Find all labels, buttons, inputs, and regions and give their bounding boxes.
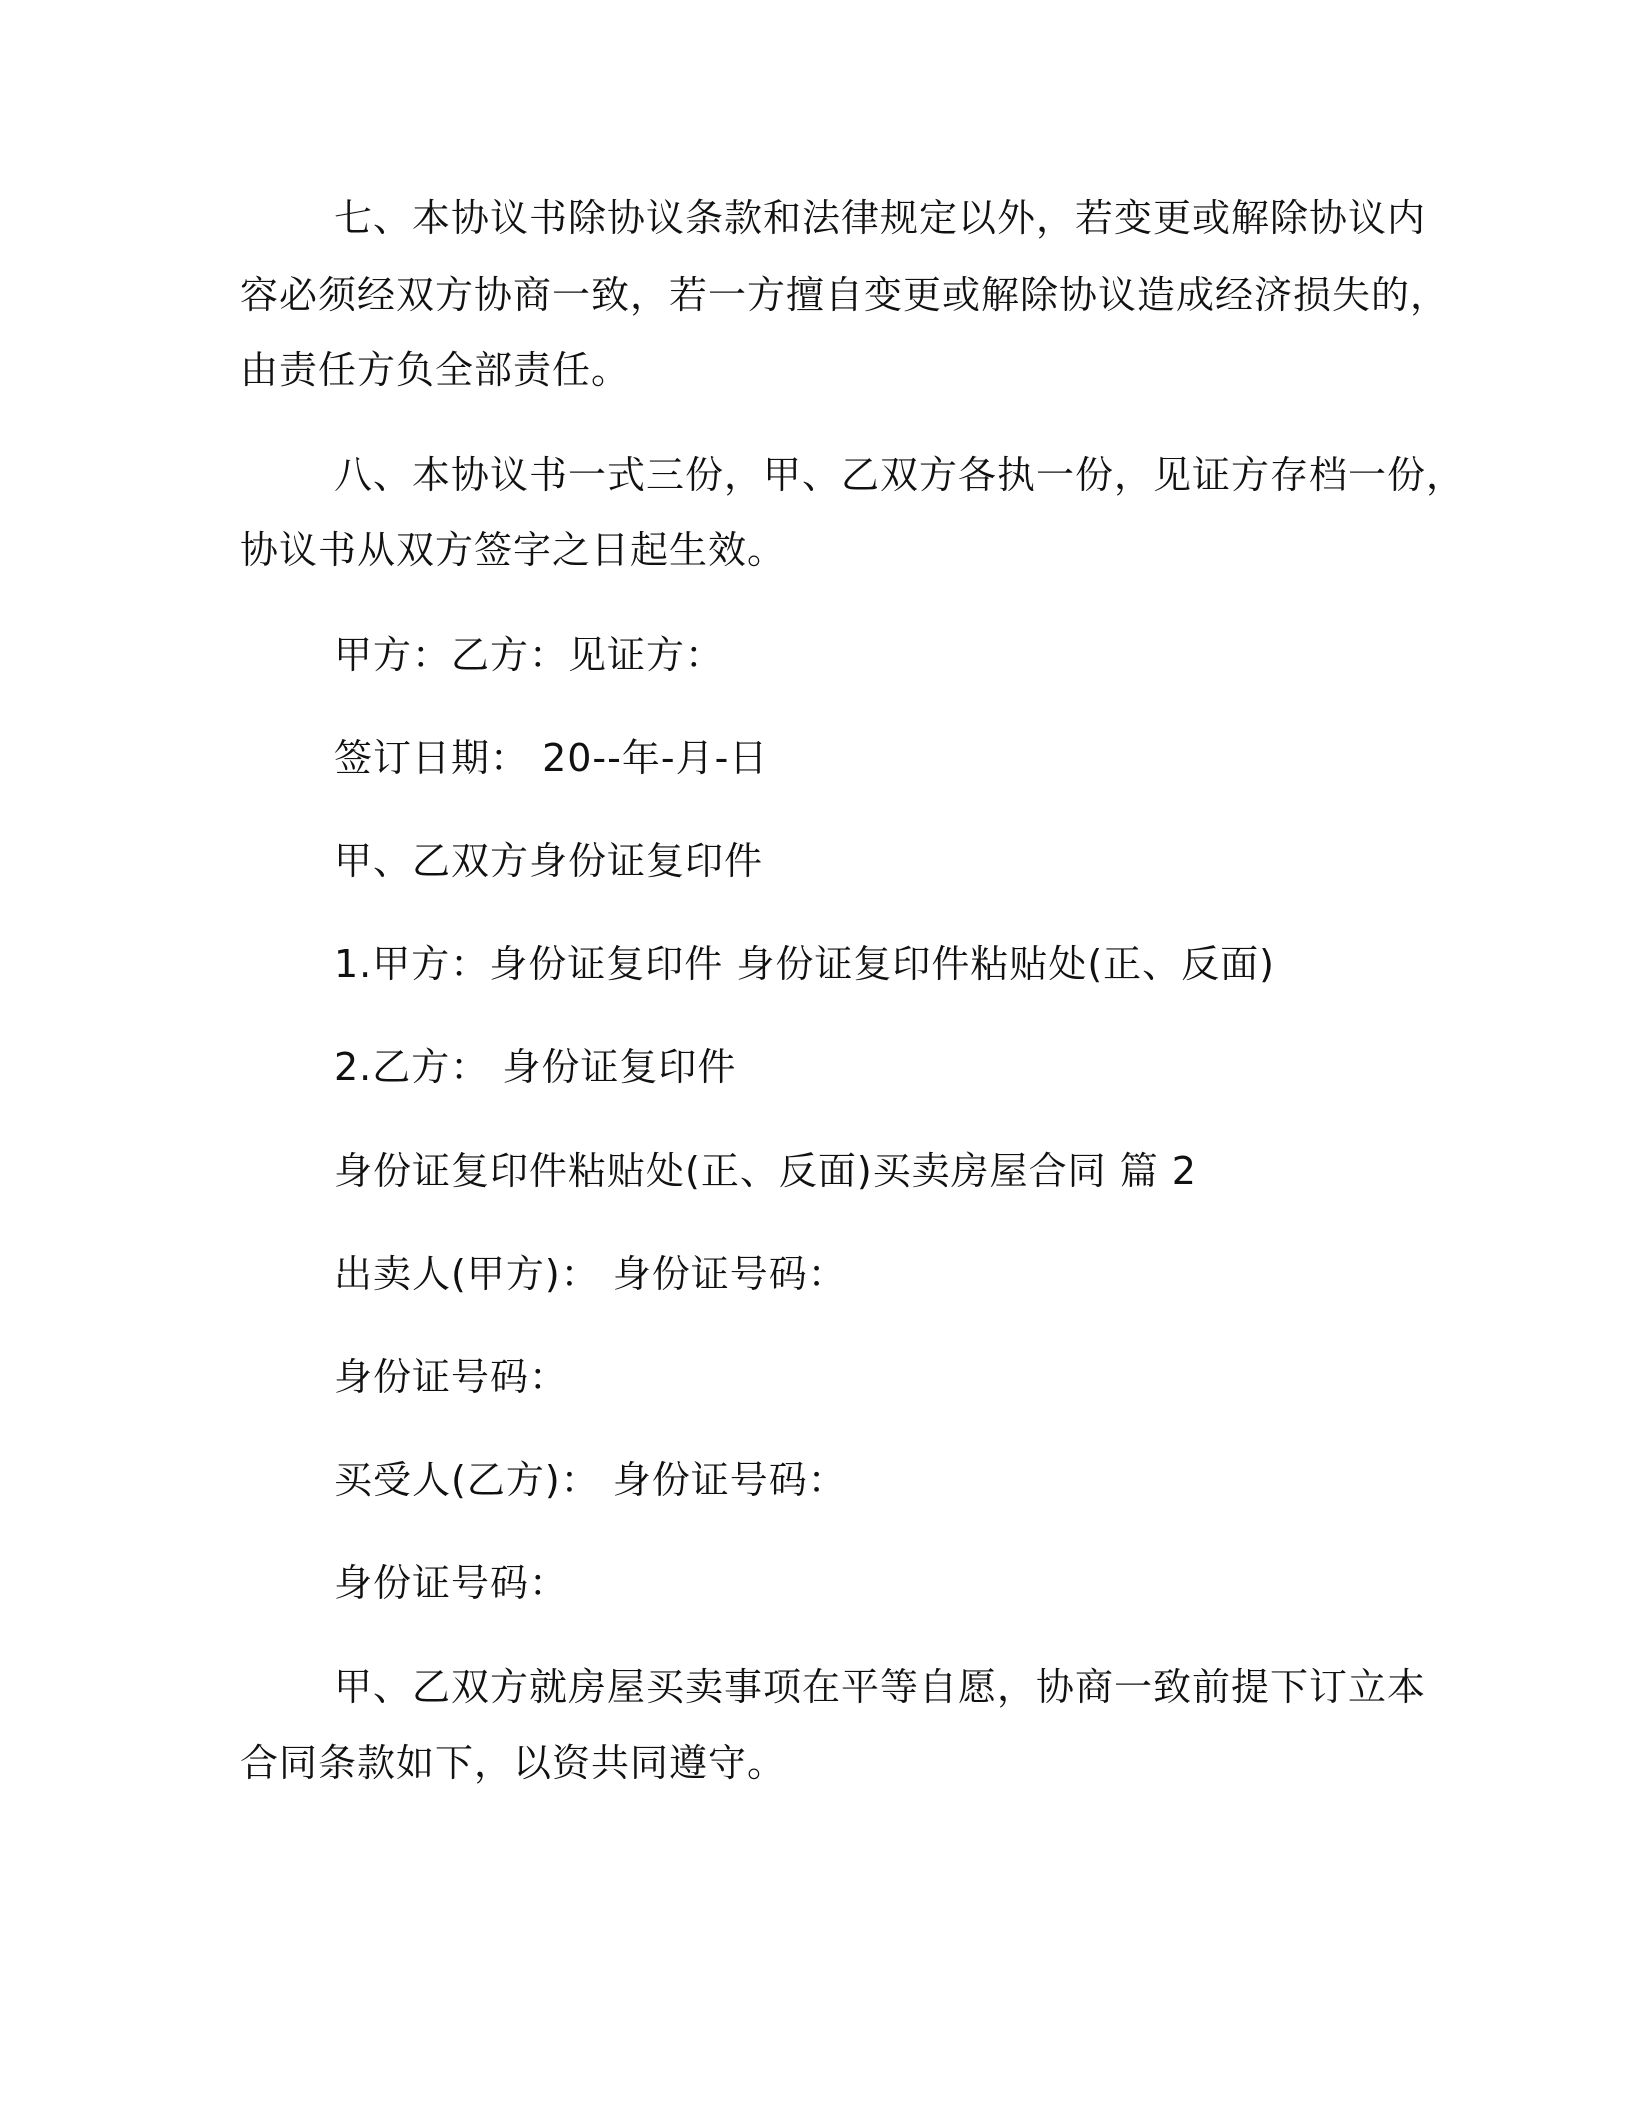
signatories-line: 甲方：乙方：见证方：	[334, 633, 725, 677]
sign-date-line: 签订日期： 20--年-月-日	[334, 736, 769, 780]
id-copies-heading: 甲、乙双方身份证复印件	[334, 839, 764, 883]
preamble-line-2: 合同条款如下，以资共同遵守。	[240, 1741, 787, 1785]
party-a-id-line: 1.甲方：身份证复印件 身份证复印件粘贴处(正、反面)	[334, 942, 1275, 986]
contract-2-title: 身份证复印件粘贴处(正、反面)买卖房屋合同 篇 2	[334, 1149, 1197, 1193]
clause-7-line-3: 由责任方负全部责任。	[240, 348, 631, 392]
seller-line: 出卖人(甲方)： 身份证号码：	[334, 1252, 847, 1296]
seller-id-line: 身份证号码：	[334, 1355, 569, 1399]
buyer-id-line: 身份证号码：	[334, 1561, 569, 1605]
party-b-id-line: 2.乙方： 身份证复印件	[334, 1045, 737, 1089]
buyer-line: 买受人(乙方)： 身份证号码：	[334, 1458, 847, 1502]
clause-8-line-2: 协议书从双方签字之日起生效。	[240, 528, 787, 572]
clause-8-line-1: 八、本协议书一式三份，甲、乙双方各执一份，见证方存档一份，	[334, 453, 1466, 497]
clause-7-line-1: 七、本协议书除协议条款和法律规定以外，若变更或解除协议内	[334, 196, 1427, 240]
preamble-line-1: 甲、乙双方就房屋买卖事项在平等自愿，协商一致前提下订立本	[334, 1665, 1427, 1709]
clause-7-line-2: 容必须经双方协商一致，若一方擅自变更或解除协议造成经济损失的，	[240, 273, 1450, 317]
